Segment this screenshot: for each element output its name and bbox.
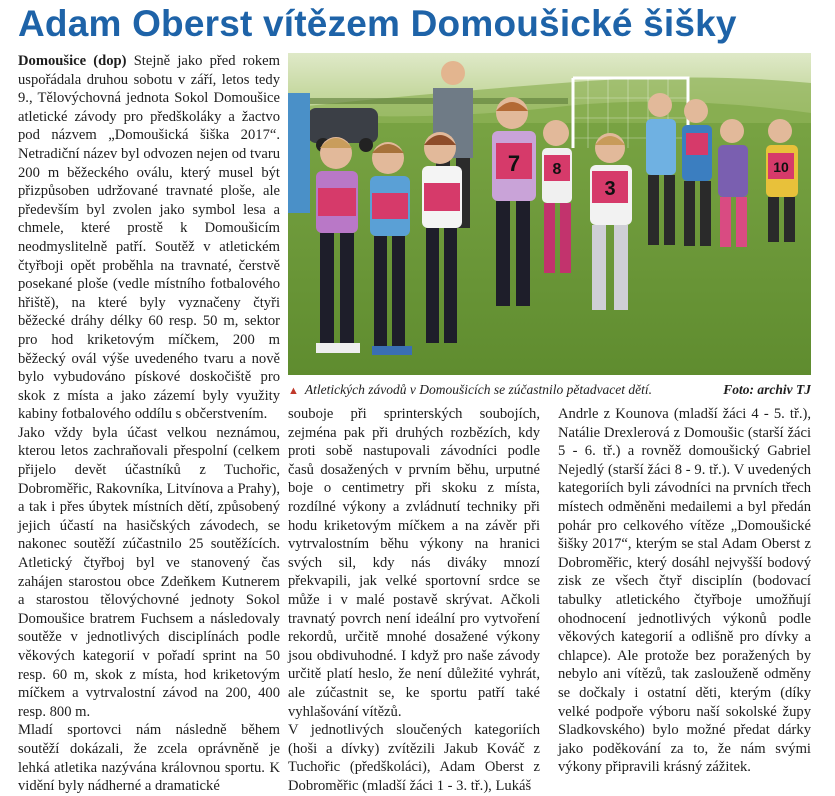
caption-marker-icon: ▲ <box>288 385 299 397</box>
article-column-2 <box>288 405 540 794</box>
paragraph: Mladí sportovci nám následně během soutěží dokázali, že zcela oprávněně je lehká atletika nazývána královnou sportu. K vidění byly nádherné a dramatické <box>18 722 280 795</box>
paragraph: V jednotlivých sloučených kategoriích (hoši a dívky) zvítězili Jakub Kováč z Tuchořic (předškoláci), Adam Oberst z Dobroměřic (mladší žáci 1 - 3. tř.), Lukáš <box>288 722 540 794</box>
bib-number: 10 <box>773 159 789 175</box>
paragraph: Andrle z Kounova (mladší žáci 4 - 5. tř.), Natálie Drexlerová z Domoušic (starší žáci 5 - 6. tř.) a rovněž domoušický Gabriel Nejedlý (starší žáci 8 - 9. tř.). V uvedených kategoriích byli závodníci na prvních třech místech odměněni medailemi a byl předán pohár pro celkového vítěze „Domoušické šišky 2017“, kterým se stal Adam Oberst z Dobroměřic, který dosáhl nejvyšší bodový zisk ze všech čtyř disciplín (bodovací tabulky atletického čtyřboje umožňují ohodnocení jednotlivých výkonů podle věkových kategorií a odlišně pro dívky a chlapce). Ale protože bez poražených by nebylo ani vítězů, tak zaslouženě odměny se dočkaly i ostatní děti, kterým (díky velké podpoře výboru naší sokolské župy Sladkovského) bylo možné předat dárky jako poděkování za to, že nám svými výkony připravili krásný zážitek. <box>558 406 811 776</box>
paragraph: Jako vždy byla účast velkou neznámou, kterou letos zachraňovali přespolní (celkem přijelo devět účastníků z Tuchořic, Dobroměřic, Rakovníka, Litvínova a Prahy), a tak i přes úbytek místních dětí, způsobený jejich účastí na hasičských závodech, se nakonec soutěží zúčastnilo 25 soutěžících. Atletický čtyřboj byl ve stanovený čas zahájen starostou obce Zdeňkem Kutnerem a starostou tělovýchovné jednoty Sokol Domoušice bratrem Fuchsem a následovaly soutěže v jednotlivých disciplínách podle věkových kategorií v pořadí sprint na 50 resp. 60 m, skok z místa, hod kriketovým míčkem a vytrvalostní závod na 200, 400 resp. 800 m. <box>18 424 280 720</box>
article-column-1 <box>18 52 280 795</box>
article-photo <box>288 53 811 375</box>
dateline: Domoušice (dop) <box>18 53 127 69</box>
bib-number: 7 <box>507 151 521 176</box>
photo-caption <box>288 382 811 402</box>
bib-number: 3 <box>604 178 616 200</box>
article-column-3 <box>558 405 811 776</box>
bib-number: 8 <box>552 161 562 178</box>
headline: Adam Oberst vítězem Domoušické šišky <box>18 3 737 44</box>
photo-credit: Foto: archiv TJ <box>723 382 811 397</box>
caption-text: Atletických závodů v Domoušicích se zúčastnilo pětadvacet dětí. <box>304 382 653 397</box>
paragraph <box>18 52 280 424</box>
paragraph-text: Stejně jako před rokem uspořádala druhou sobotu v září, letos tedy 9., Tělovýchovná jednota Sokol Domoušice atletické závody pro předškoláky a žactvo pod názvem „Domoušická šiška 2017“. Netradiční název byl odvozen nejen od tvaru 200 m běžeckého oválu, který musel být přizpůsoben udržované travnaté ploše, ale především byl zvolen jako symbol lesa a chmele, které prostě k Domoušicím neodmyslitelně patří. Soutěž v atletickém čtyřboji opět proběhla na travnaté, čerstvě posekané ploše (vedle místního fotbalového hřiště), na které byly vyznačeny čtyři běžecké dráhy délky 60 resp. 50 m, sektor pro hod kriketovým míčkem, 200 m běžecký ovál výše uvedeného tvaru a nově bylo vybudováno pískové doskočiště pro skok z místa a jako zázemí byly využity kabiny fotbalového oddílu s občerstvením. <box>18 53 280 423</box>
children-athletics-photo <box>288 53 811 375</box>
paragraph: souboje při sprinterských soubojích, zejména pak při druhých rozbězích, kdy proti sobě nastupovali závodníci podle časů dosažených v prvním běhu, urputné boje o centimetry při skoku z místa, rozdílné výkony a zvládnutí techniky při hodu kriketovým míčkem a na závěr při vytrvalostním běhu výkony na hranici svých sil, kdy nás diváky mnozí překvapili, jak velké sportovní srdce se může i v malé postavě skrývat. Ačkoli travnatý povrch není ideální pro vytvoření rekordů, určitě mnohé dosažené výkony jsou obdivuhodné. I když pro naše závody určitě platí heslo, že není důležité vyhrát, ale zúčastnit se, ke sportu patří také vyhlašování vítězů. <box>288 406 540 720</box>
